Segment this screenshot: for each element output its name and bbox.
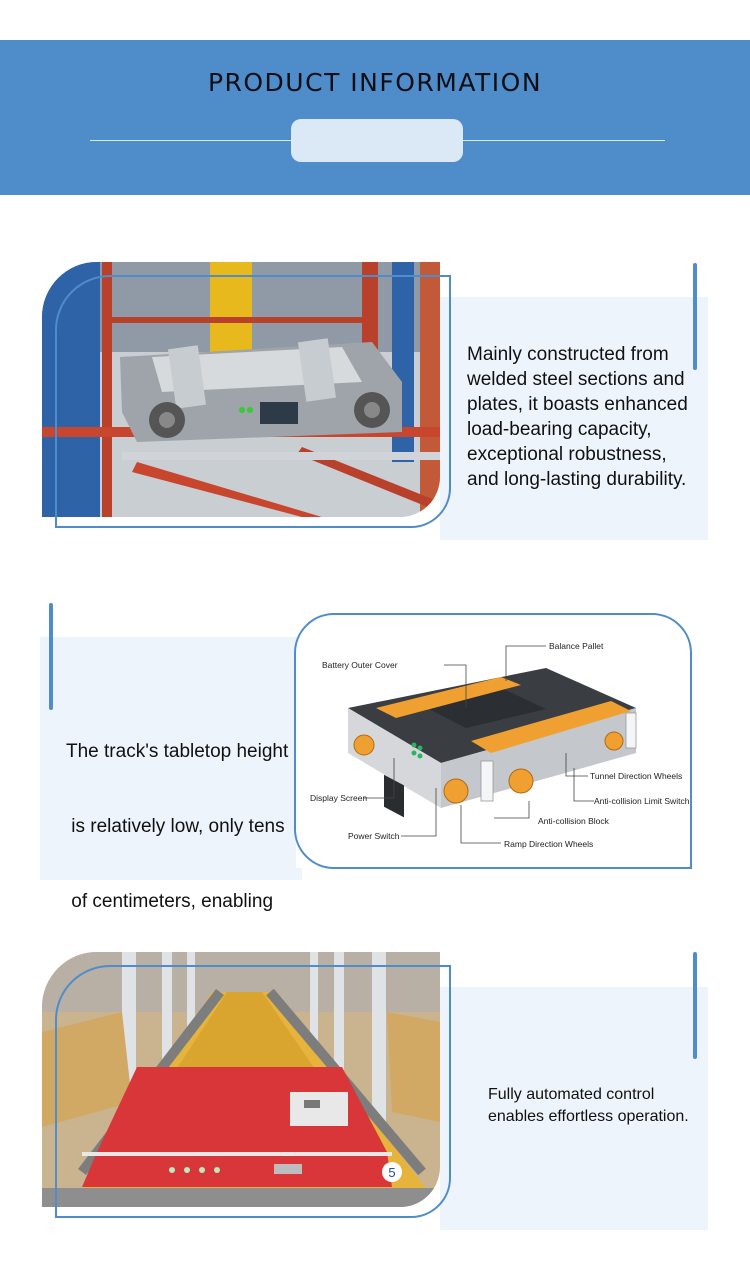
label-anti-collision-block: Anti-collision Block — [538, 816, 609, 826]
section-2-photo-frame — [294, 613, 692, 869]
header-banner — [0, 40, 750, 195]
title-divider-left — [90, 140, 295, 141]
section-2-accent-bar — [49, 603, 53, 710]
section-2-line-2: is relatively low, only tens — [66, 816, 285, 837]
section-1-line-6: and long-lasting durability. — [467, 469, 687, 490]
section-1-line-2: welded steel sections and — [467, 369, 685, 390]
section-3-photo-frame — [55, 965, 451, 1218]
label-display-screen: Display Screen — [310, 793, 368, 803]
section-1-photo-frame — [55, 275, 451, 528]
label-battery-outer-cover: Battery Outer Cover — [322, 660, 398, 670]
section-3-line-2: enables effortless operation. — [488, 1108, 689, 1125]
label-anti-collision-limit-switch: Anti-collision Limit Switch — [594, 796, 690, 806]
section-3-line-1: Fully automated control — [488, 1086, 655, 1103]
section-3-description — [488, 1084, 703, 1128]
shuttle-number: 5 — [388, 1165, 396, 1180]
section-2-line-3: of centimeters, enabling — [66, 891, 274, 912]
section-2-line-1: The track's tabletop height — [66, 741, 289, 762]
label-balance-pallet: Balance Pallet — [549, 641, 604, 651]
section-1-description — [467, 342, 707, 492]
label-tunnel-direction-wheels: Tunnel Direction Wheels — [590, 771, 683, 781]
section-1-line-5: exceptional robustness, — [467, 444, 667, 465]
section-1-line-3: plates, it boasts enhanced — [467, 394, 688, 415]
title-divider-right — [460, 140, 665, 141]
label-power-switch: Power Switch — [348, 831, 400, 841]
title-pill-decoration — [291, 119, 463, 162]
section-1-line-1: Mainly constructed from — [467, 344, 669, 365]
section-1-line-4: load-bearing capacity, — [467, 419, 652, 440]
label-ramp-direction-wheels: Ramp Direction Wheels — [504, 839, 594, 849]
section-3-accent-bar — [693, 952, 697, 1059]
page-title: PRODUCT INFORMATION — [207, 68, 543, 97]
